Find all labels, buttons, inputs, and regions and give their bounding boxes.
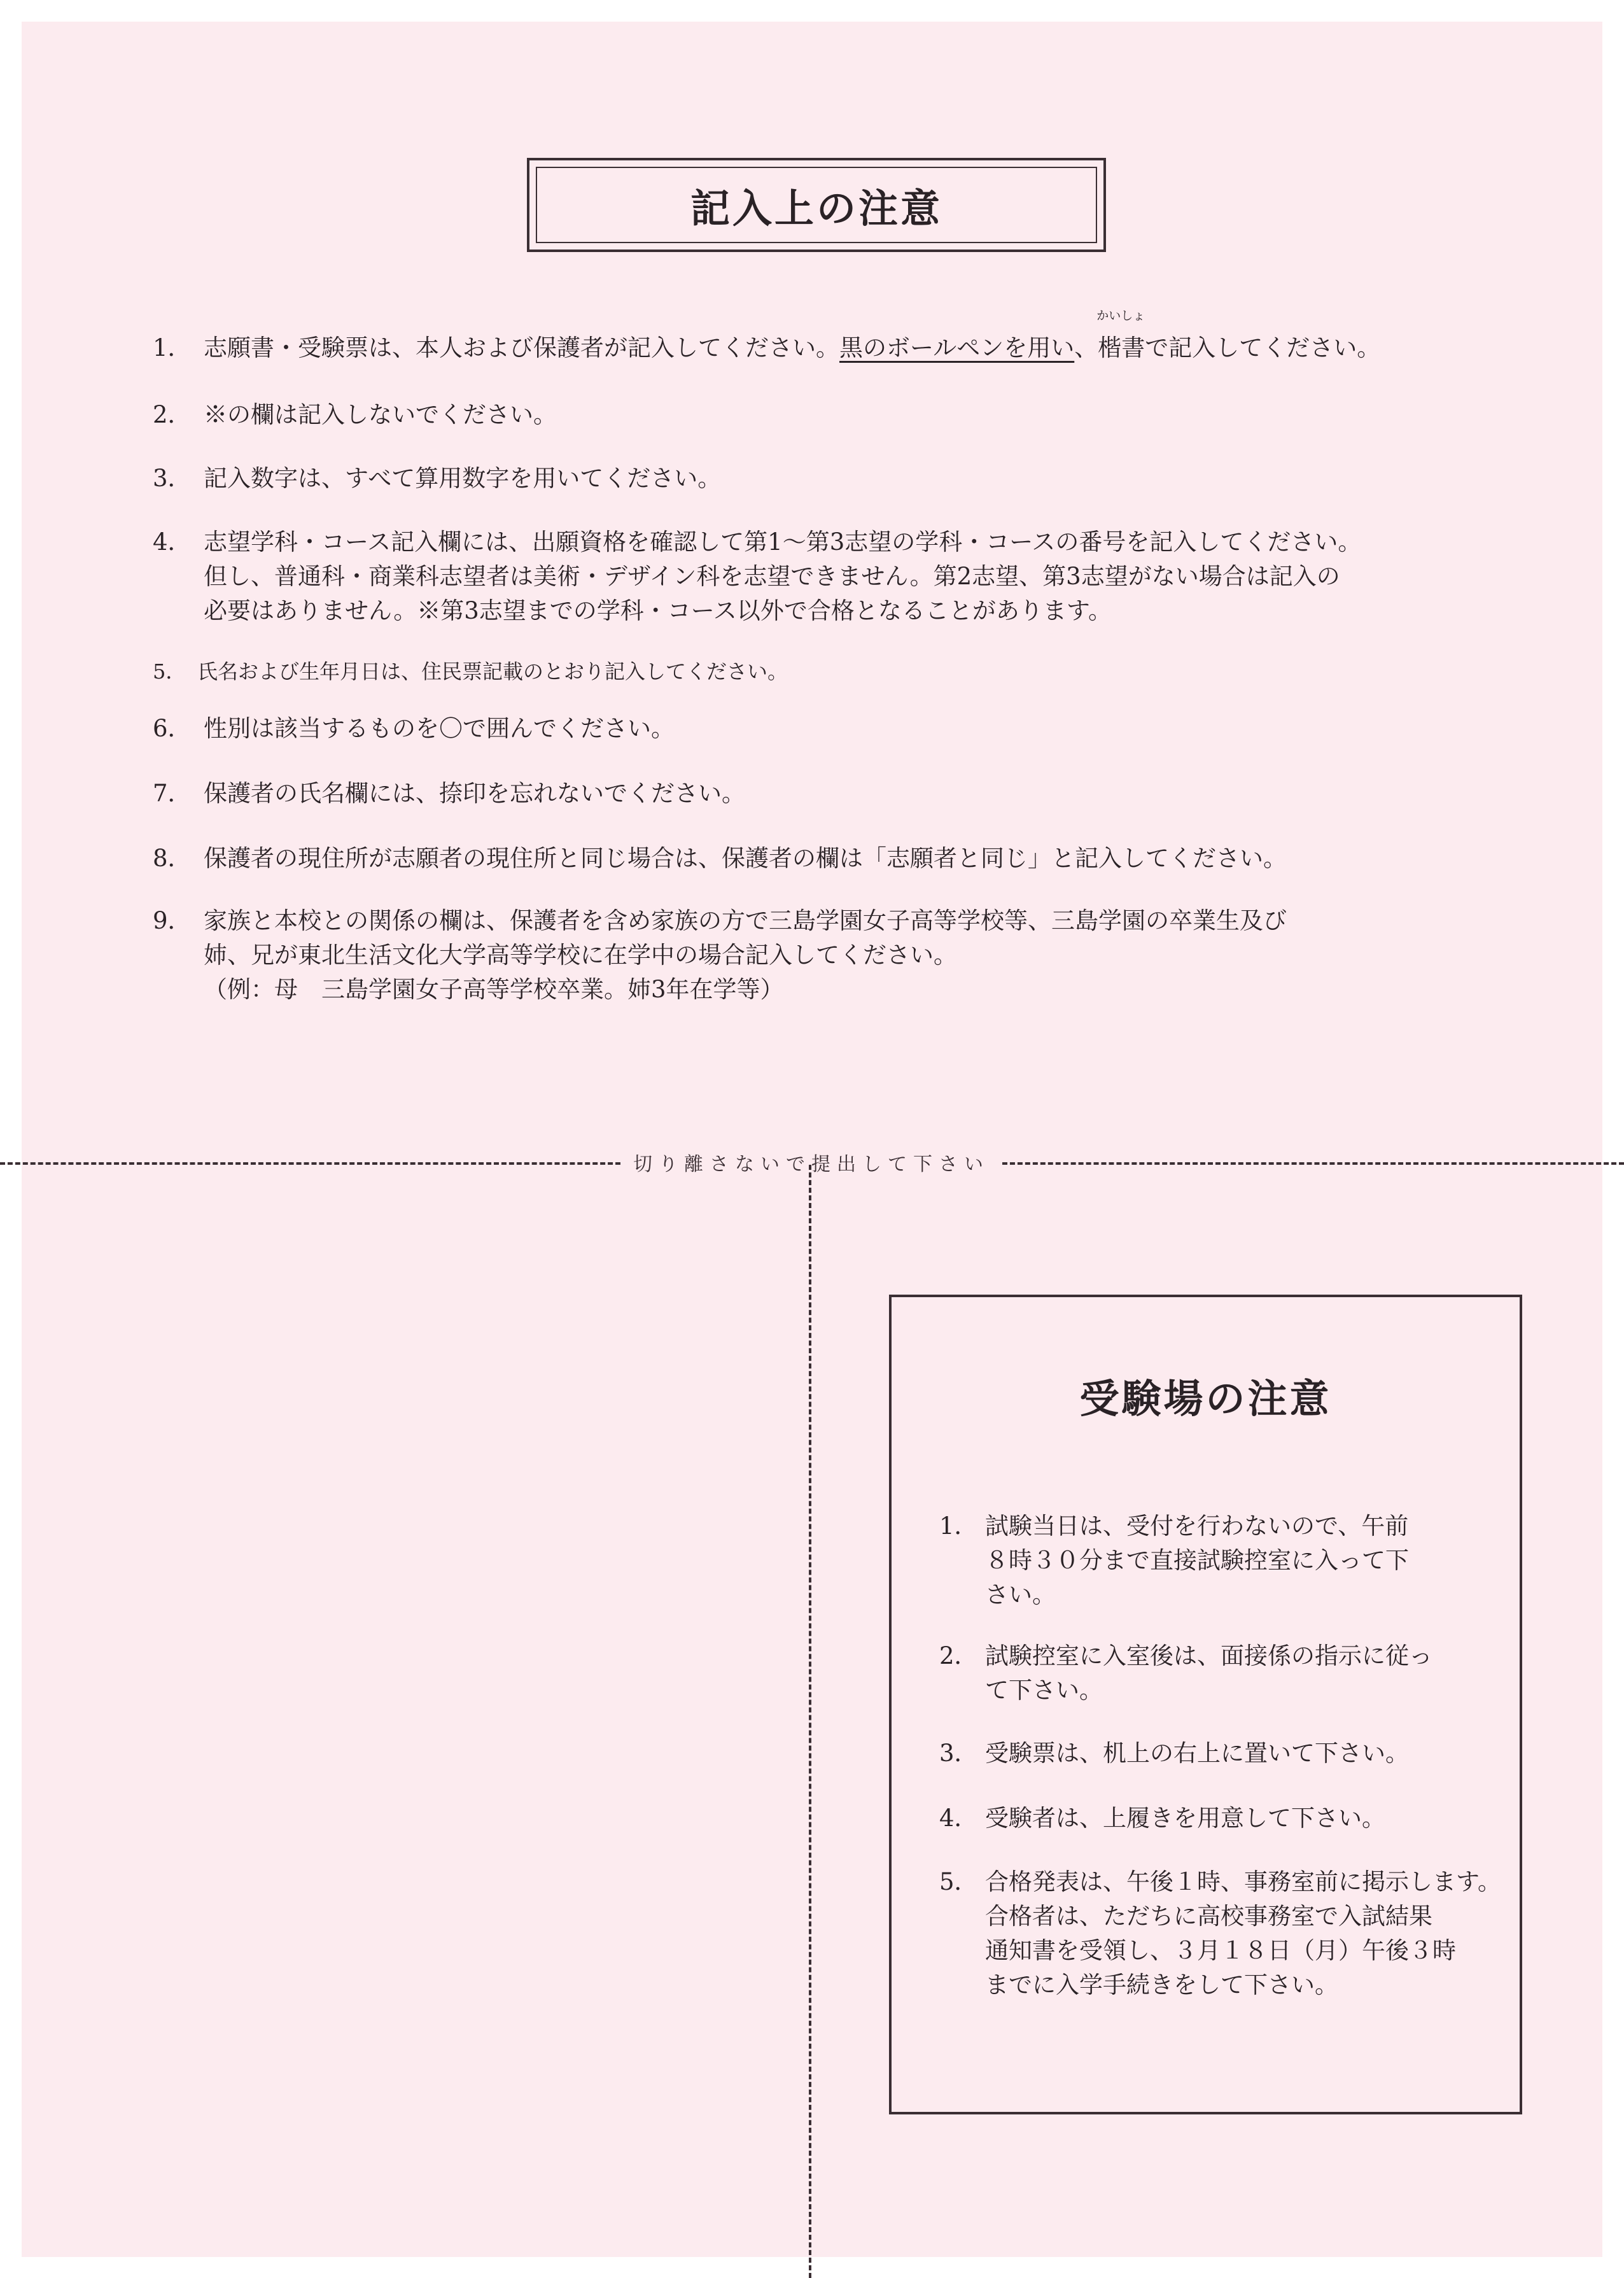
hall-note-line: て下さい。 [985,1677,1103,1704]
hall-note-line: 試験当日は、受付を行わないので、午前 [985,1512,1409,1540]
note-text-end: で記入してください。 [1145,334,1381,362]
cut-line-dash-right [1002,1162,1624,1165]
note-line: 氏名および生年月日は、住民票記載のとおり記入してください。 [197,659,788,684]
note-line: 但し、普通科・商業科志望者は美術・デザイン科を志望できません。第2志望、第3志望がない場合は記入の [204,563,1340,590]
cut-line-vertical [809,1165,811,2278]
note-number: 4． [153,528,192,556]
page-title: 記入上の注意 [690,185,942,232]
hall-note-line: 合格者は、ただちに高校事務室で入試結果 [985,1902,1432,1930]
note-text: 志願書・受験票は、本人および保護者が記入してください。 [204,334,839,362]
note-number: 8． [153,845,192,872]
note-line: 姉、兄が東北生活文化大学高等学校に在学中の場合記入してください。 [204,941,957,969]
note-number: 7． [153,780,192,807]
note-number: 3． [153,465,192,492]
note-line: 保護者の氏名欄には、捺印を忘れないでください。 [204,780,745,807]
hall-note-line: ８時３０分まで直接試験控室に入って下 [985,1547,1409,1574]
title-box-inner-frame [536,167,1097,243]
note-line: 保護者の現住所が志願者の現住所と同じ場合は、保護者の欄は「志願者と同じ」と記入してください。 [204,845,1287,872]
ruby-reading: かいしょ [1096,309,1145,323]
hall-note-line: さい。 [985,1581,1056,1608]
note-number: 1． [153,334,192,362]
ruby-base: 楷書 [1098,334,1145,362]
note-number: 9． [153,907,192,934]
hall-note-number: 5． [939,1868,978,1895]
note-underlined-text: 黒のボールペンを用い [839,334,1075,362]
hall-note-number: 4． [939,1804,978,1832]
note-line: 記入数字は、すべて算用数字を用いてください。 [204,465,722,492]
exam-hall-title: 受験場の注意 [1079,1375,1332,1422]
note-line: 志望学科・コース記入欄には、出願資格を確認して第1～第3志望の学科・コースの番号を記入してください。 [204,528,1362,556]
hall-note-line: 通知書を受領し、３月１８日（月）午後３時 [985,1937,1456,1964]
exam-hall-notes-box [889,1295,1522,2114]
ruby-term [1096,309,1145,365]
note-number: 2． [153,401,192,428]
hall-note-number: 2． [939,1642,978,1670]
note-line: 必要はありません。※第3志望までの学科・コース以外で合格となることがあります。 [204,597,1112,624]
hall-note-line: 試験控室に入室後は、面接係の指示に従っ [985,1642,1432,1670]
hall-note-line: 受験者は、上履きを用意して下さい。 [985,1804,1385,1832]
hall-note-line: 合格発表は、午後１時、事務室前に掲示します。 [985,1868,1502,1895]
hall-note-line: までに入学手続きをして下さい。 [985,1971,1338,1999]
hall-note-line: 受験票は、机上の右上に置いて下さい。 [985,1740,1409,1767]
note-line: （例：母 三島学園女子高等学校卒業。姉3年在学等） [204,976,784,1003]
hall-note-number: 1． [939,1512,978,1540]
note-line: 性別は該当するものを〇で囲んでください。 [204,715,675,742]
note-line: ※の欄は記入しないでください。 [204,401,557,428]
hall-note-number: 3． [939,1740,978,1767]
cut-line-label: 切り離さないで提出して下さい [633,1153,990,1176]
cut-line-dash-left [0,1162,620,1165]
note-number: 5． [153,659,186,684]
title-box [527,158,1106,252]
note-line: 家族と本校との関係の欄は、保護者を含め家族の方で三島学園女子高等学校等、三島学園の卒業生及び [204,907,1287,934]
note-number: 6． [153,715,192,742]
note-text-comma: 、 [1074,334,1098,362]
